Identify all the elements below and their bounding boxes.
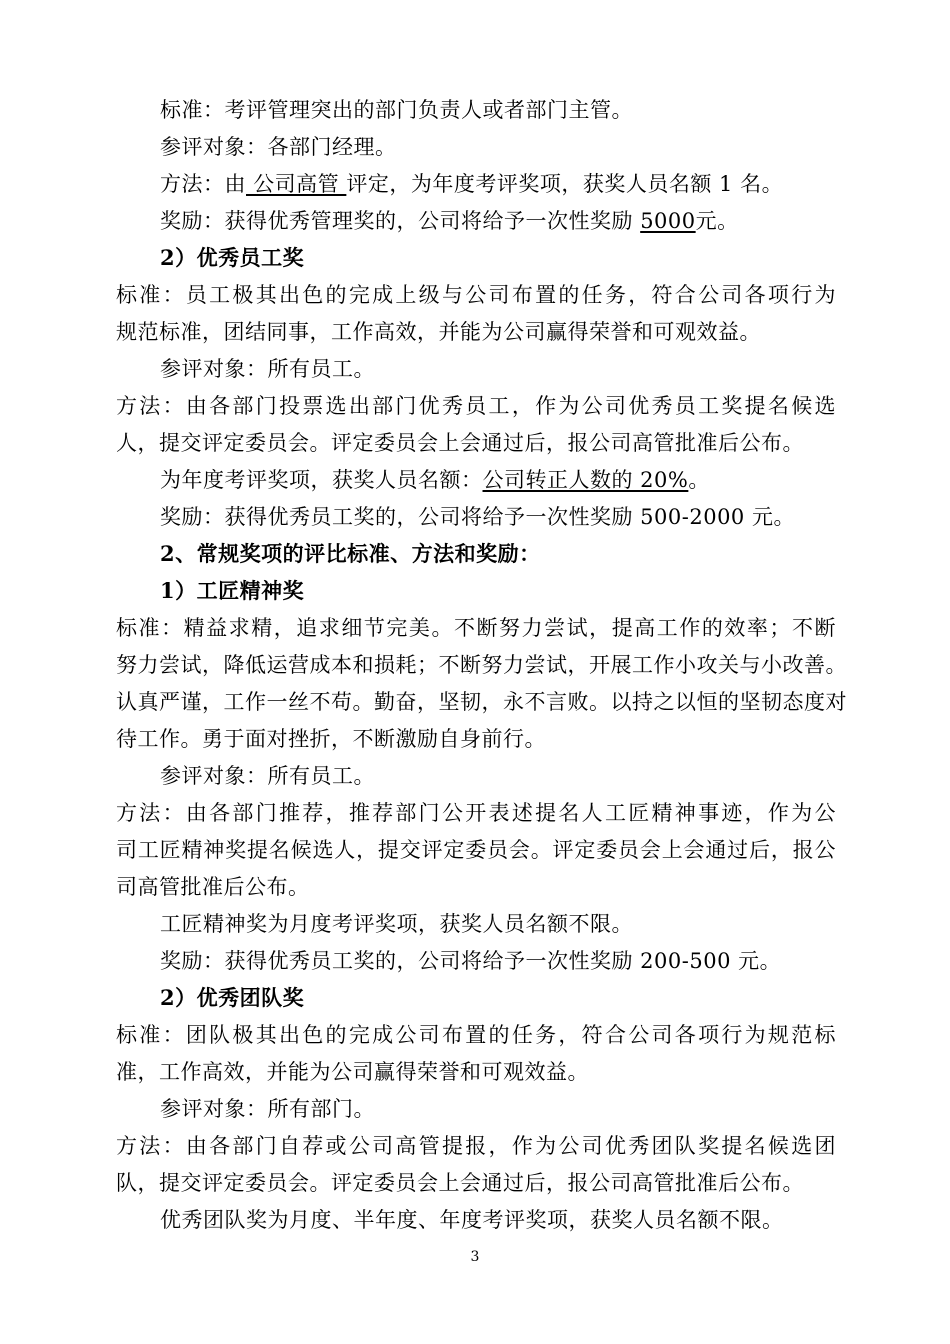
section-heading: 2、常规奖项的评比标准、方法和奖励：: [160, 541, 541, 566]
text-span: 评定，为年度考评奖项，获奖人员名额 1 名。: [346, 172, 784, 196]
paragraph-line: 准，工作高效，并能为公司赢得荣誉和可观效益。: [116, 1060, 589, 1084]
paragraph-line: 标准：考评管理突出的部门负责人或者部门主管。: [160, 98, 633, 122]
paragraph-line: [160, 466, 710, 494]
paragraph-line: 标准：团队极其出色的完成公司布置的任务，符合公司各项行为规范标: [116, 1023, 836, 1047]
paragraph-line: 人，提交评定委员会。评定委员会上会通过后，报公司高管批准后公布。: [116, 431, 804, 455]
paragraph-line: 方法：由各部门推荐，推荐部门公开表述提名人工匠精神事迹，作为公: [116, 801, 836, 825]
paragraph-line: 待工作。勇于面对挫折，不断激励自身前行。: [116, 727, 546, 751]
underlined-text: 公司高管: [246, 172, 347, 196]
section-heading: 2）优秀团队奖: [160, 985, 305, 1010]
paragraph-line: 司高管批准后公布。: [116, 875, 310, 899]
section-heading: 2）优秀员工奖: [160, 245, 305, 270]
paragraph-line: 队，提交评定委员会。评定委员会上会通过后，报公司高管批准后公布。: [116, 1171, 804, 1195]
text-span: 元。: [695, 209, 739, 233]
text-span: 。: [688, 468, 710, 492]
underlined-text: 5000: [640, 209, 696, 233]
section-heading: 1）工匠精神奖: [160, 578, 305, 603]
text-span: 为年度考评奖项，获奖人员名额：: [160, 468, 483, 492]
paragraph-line: 努力尝试，降低运营成本和损耗；不断努力尝试，开展工作小攻关与小改善。: [116, 653, 847, 677]
paragraph-line: 标准：精益求精，追求细节完美。不断努力尝试，提高工作的效率；不断: [116, 616, 836, 640]
page-number: 3: [470, 1249, 480, 1265]
paragraph-line: 方法：由各部门投票选出部门优秀员工，作为公司优秀员工奖提名候选: [116, 394, 836, 418]
paragraph-line: 工匠精神奖为月度考评奖项，获奖人员名额不限。: [160, 912, 633, 936]
paragraph-line: 参评对象：各部门经理。: [160, 135, 397, 159]
paragraph-line: 方法：由各部门自荐或公司高管提报，作为公司优秀团队奖提名候选团: [116, 1134, 836, 1158]
underlined-text: 公司转正人数的 20%: [482, 468, 689, 492]
paragraph-line: 认真严谨，工作一丝不苟。勤奋，坚韧，永不言败。以持之以恒的坚韧态度对: [116, 690, 847, 714]
paragraph-line: 参评对象：所有员工。: [160, 357, 375, 381]
paragraph-line: 优秀团队奖为月度、半年度、年度考评奖项，获奖人员名额不限。: [160, 1208, 784, 1232]
paragraph-line: 参评对象：所有部门。: [160, 1097, 375, 1121]
paragraph-line: [160, 170, 783, 198]
text-span: 奖励：获得优秀管理奖的，公司将给予一次性奖励: [160, 209, 641, 233]
paragraph-line: [160, 207, 739, 235]
paragraph-line: 奖励：获得优秀员工奖的，公司将给予一次性奖励 500-2000 元。: [160, 505, 795, 529]
paragraph-line: 参评对象：所有员工。: [160, 764, 375, 788]
paragraph-line: 奖励：获得优秀员工奖的，公司将给予一次性奖励 200-500 元。: [160, 949, 782, 973]
paragraph-line: 规范标准，团结同事，工作高效，并能为公司赢得荣誉和可观效益。: [116, 320, 761, 344]
text-span: 方法：由: [160, 172, 246, 196]
paragraph-line: 司工匠精神奖提名候选人，提交评定委员会。评定委员会上会通过后，报公: [116, 838, 836, 862]
paragraph-line: 标准：员工极其出色的完成上级与公司布置的任务，符合公司各项行为: [116, 283, 836, 307]
